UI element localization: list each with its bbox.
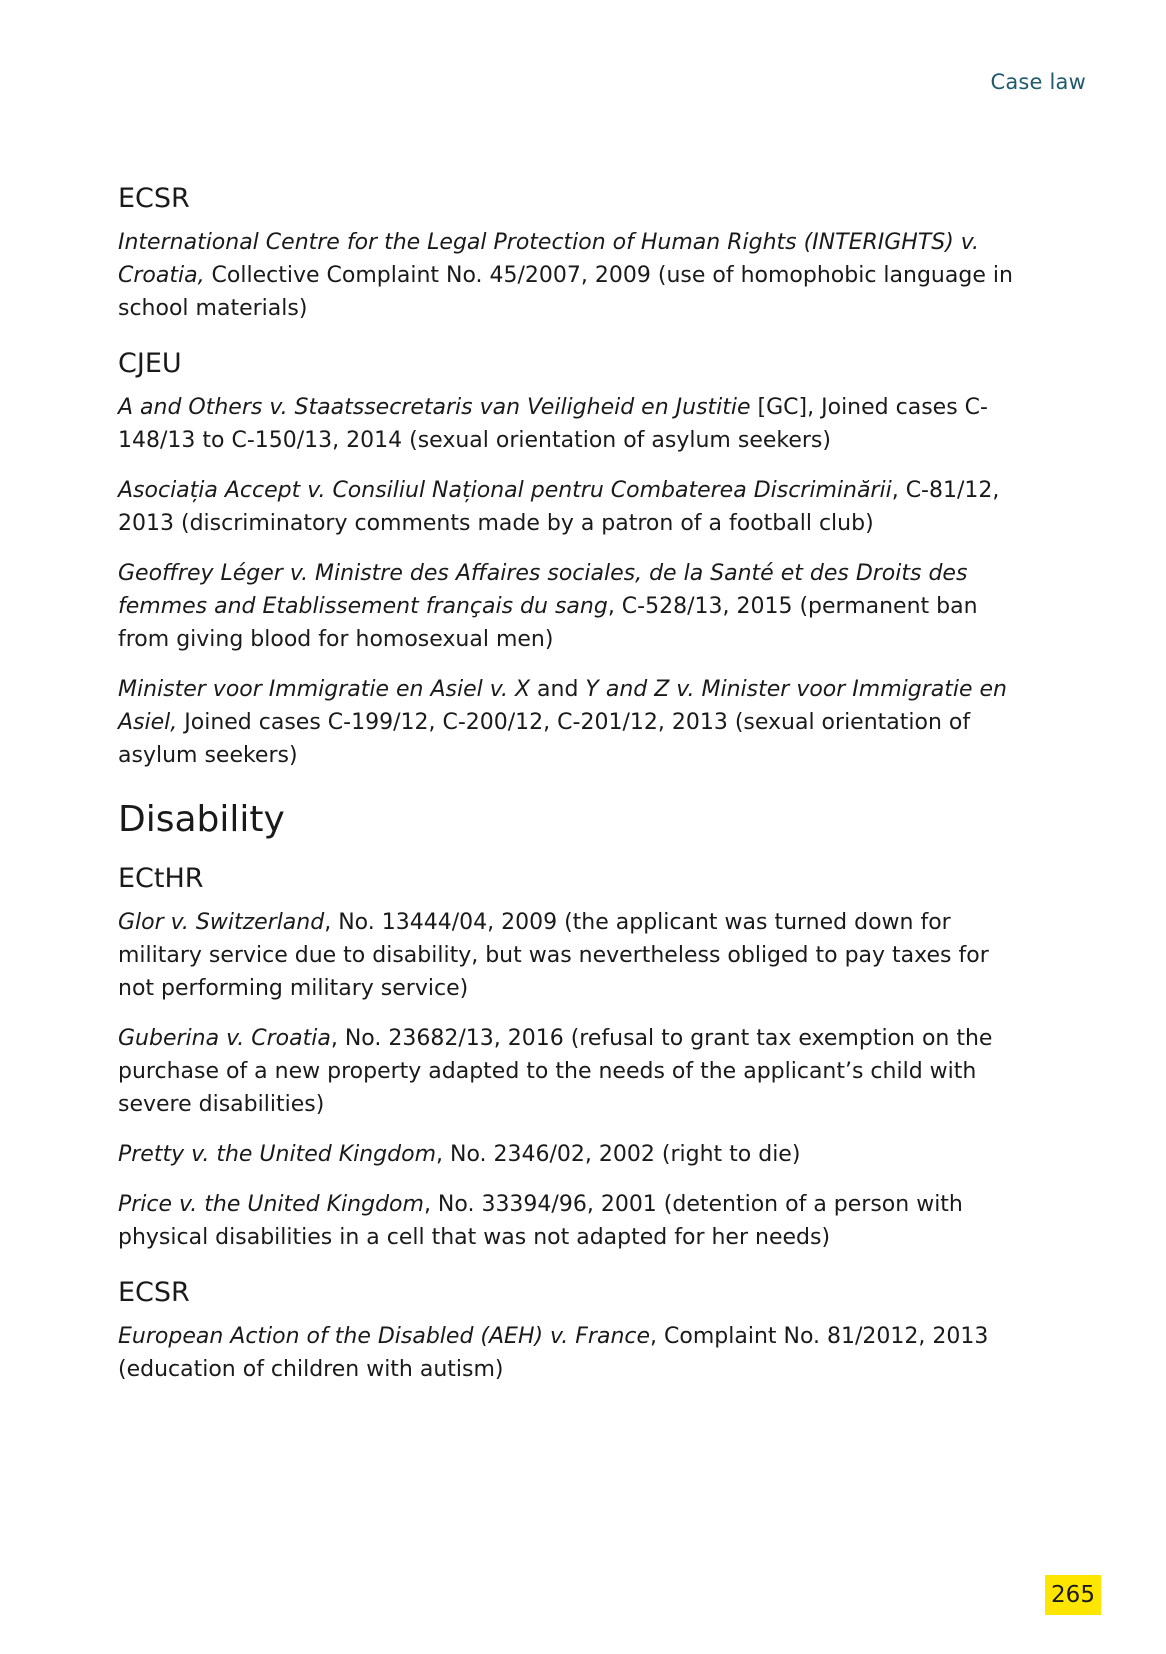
case-entry <box>118 474 1018 540</box>
case-details: , No. 23682/13, 2016 (refusal to grant tax exemption on the purchase of a new property adapted to the needs of the applicant’s child with severe disabilities) <box>118 1026 993 1117</box>
section-title-disability: Disability <box>118 799 285 840</box>
case-name: Glor v. Switzerland <box>118 910 325 935</box>
ecsr-heading: ECSR <box>118 183 190 214</box>
case-details: , C-528/13, 2015 (permanent ban from giving blood for homosexual men) <box>118 594 978 652</box>
case-details: , No. 33394/96, 2001 (detention of a person with physical disabilities in a cell that was not adapted for her needs) <box>118 1192 963 1250</box>
case-entry <box>118 1022 1018 1121</box>
ecthr-heading: ECtHR <box>118 863 204 894</box>
case-entry <box>118 391 1018 457</box>
case-entry <box>118 1138 1018 1171</box>
case-entry <box>118 226 1018 325</box>
case-name: European Action of the Disabled (AEH) v. France <box>118 1324 651 1349</box>
case-details: , Complaint No. 81/2012, 2013 (education of children with autism) <box>118 1324 989 1382</box>
cjeu-group <box>118 347 1018 772</box>
case-details: , C-81/12, 2013 (discriminatory comments made by a patron of a football club) <box>118 478 1000 536</box>
case-entry <box>118 1188 1018 1254</box>
case-entry <box>118 557 1018 656</box>
case-details: Joined cases C-199/12, C-200/12, C-201/12, 2013 (sexual orientation of asylum seekers) <box>118 710 971 768</box>
case-name: Pretty v. the United Kingdom <box>118 1142 437 1167</box>
case-details: Collective Complaint No. 45/2007, 2009 (use of homophobic language in school materials) <box>118 263 1013 321</box>
page-content <box>118 182 1018 1408</box>
case-name: Guberina v. Croatia <box>118 1026 331 1051</box>
case-name: Asociația Accept v. Consiliul Național pentru Combaterea Discriminării <box>118 478 892 503</box>
case-name: A and Others v. Staatssecretaris van Veiligheid en Justitie <box>118 395 751 420</box>
case-details: , No. 13444/04, 2009 (the applicant was turned down for military service due to disability, but was nevertheless obliged to pay taxes for not performing military service) <box>118 910 989 1001</box>
case-details: , No. 2346/02, 2002 (right to die) <box>436 1142 801 1167</box>
ecsr-heading: ECSR <box>118 1277 190 1308</box>
cjeu-heading: CJEU <box>118 348 182 379</box>
case-name: Price v. the United Kingdom <box>118 1192 424 1217</box>
ecthr-group <box>118 862 1018 1254</box>
page-number: 265 <box>1045 1575 1101 1615</box>
case-name: Minister voor Immigratie en Asiel v. X <box>118 677 531 702</box>
case-name: Geoffrey Léger v. Ministre des Affaires sociales, de la Santé et des Droits des femmes and Etablissement français du sang <box>118 561 968 619</box>
ecsr-disability-group <box>118 1276 1018 1386</box>
case-name: International Centre for the Legal Protection of Human Rights (INTERIGHTS) v. Croatia, <box>118 230 980 288</box>
case-name: Y and Z v. Minister voor Immigratie en Asiel, <box>118 677 1007 735</box>
case-entry <box>118 1320 1018 1386</box>
case-entry <box>118 673 1018 772</box>
ecsr-group <box>118 182 1018 325</box>
case-entry <box>118 906 1018 1005</box>
case-details: [GC], Joined cases C-148/13 to C-150/13, 2014 (sexual orientation of asylum seekers) <box>118 395 988 453</box>
case-connector: and <box>530 677 586 702</box>
running-header: Case law <box>990 70 1086 94</box>
